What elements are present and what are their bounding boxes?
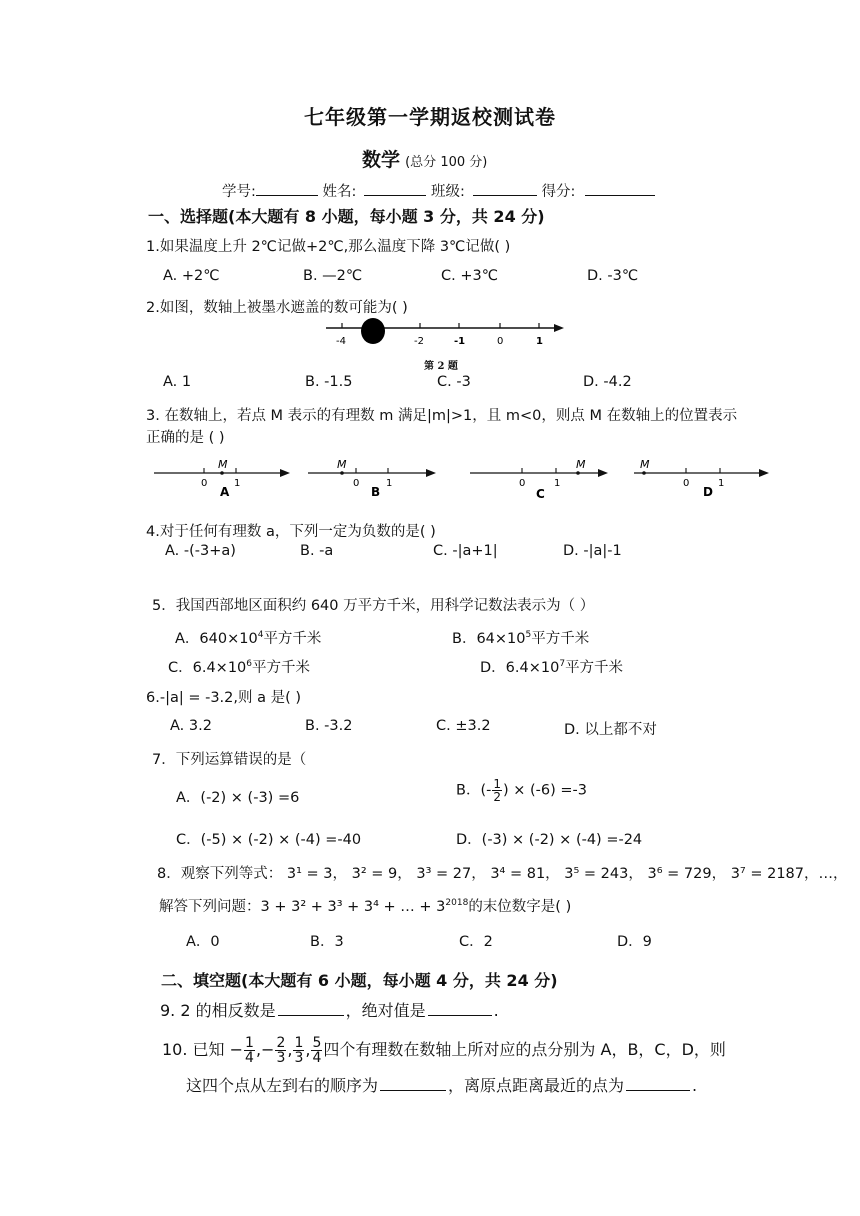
q10-closest-label: ，离原点距离最近的点为 — [448, 1076, 625, 1095]
q3-one: 1 — [718, 478, 725, 489]
q4-option-c[interactable]: C. -|a+1| — [433, 543, 498, 559]
q2-caption: 第 2 题 — [424, 361, 458, 372]
subject-title: 数学 — [362, 149, 401, 171]
q5-option-c[interactable] — [168, 656, 310, 677]
page-title: 七年级第一学期返校测试卷 — [304, 105, 556, 129]
q3-option-d-figure[interactable] — [630, 456, 775, 500]
score-note: (总分 100 分) — [405, 155, 488, 170]
q9-line — [160, 998, 499, 1021]
q8-eq: 3⁷ = 2187，…， — [730, 866, 848, 882]
q4-option-b[interactable]: B. -a — [300, 543, 334, 559]
q8-question: 的末位数字是( ) — [468, 899, 572, 915]
q2-stem: 2.如图，数轴上被墨水遮盖的数可能为( ) — [146, 300, 408, 316]
q8-eq: 3⁵ = 243， — [564, 866, 643, 882]
q3-option-a-figure[interactable] — [150, 456, 295, 500]
q10-f2-num: 2 — [276, 1035, 286, 1051]
q9-text-mid: ，绝对值是 — [345, 1001, 426, 1020]
q5-a-exp: 4 — [257, 630, 264, 640]
q3-one: 1 — [386, 478, 393, 489]
q8-sum: 解答下列问题：3 + 3² + 3³ + 3⁴ + … + 3 — [159, 899, 446, 915]
q6-option-b[interactable]: B. -3.2 — [305, 718, 353, 734]
q3-option-letter: A — [220, 485, 230, 499]
q5-c-unit: 平方千米 — [252, 660, 311, 676]
q5-d-unit: 平方千米 — [565, 660, 624, 676]
subject-line — [362, 145, 487, 172]
q8-line1 — [157, 862, 848, 883]
q5-d-exp: 7 — [559, 659, 566, 669]
q2-option-d[interactable]: D. -4.2 — [583, 374, 632, 390]
q3-zero: 0 — [519, 478, 526, 489]
q10-fraction-2 — [275, 1036, 286, 1065]
name-field[interactable] — [364, 181, 426, 196]
q3-stem-line1: 3. 在数轴上，若点 M 表示的有理数 m 满足|m|>1，且 m<0，则点 M 在数轴上的位置表示 — [146, 408, 738, 424]
q2-option-b[interactable]: B. -1.5 — [305, 374, 353, 390]
q5-b-base: B．64×10 — [452, 631, 526, 647]
q8-eq: 3² = 9， — [351, 866, 412, 882]
q2-option-c[interactable]: C. -3 — [437, 374, 471, 390]
score-label: 得分: — [541, 184, 576, 200]
q8-option-a[interactable]: A．0 — [186, 934, 220, 950]
q3-zero: 0 — [683, 478, 690, 489]
q7-option-a[interactable]: A．(-2) × (-3) =6 — [176, 790, 300, 806]
q3-one: 1 — [554, 478, 561, 489]
q8-option-d[interactable]: D．9 — [617, 934, 652, 950]
q3-stem-line2: 正确的是 ( ) — [146, 430, 225, 446]
q3-point-m: M — [640, 458, 650, 471]
q3-zero: 0 — [201, 478, 208, 489]
q9-blank-abs[interactable] — [428, 1001, 492, 1016]
q3-point-m: M — [576, 458, 586, 471]
q10-f1-num: 1 — [245, 1035, 254, 1051]
q5-a-base: A．640×10 — [175, 631, 258, 647]
q10-order-label: 这四个点从左到右的顺序为 — [186, 1076, 379, 1095]
q1-option-d[interactable]: D. -3℃ — [587, 268, 639, 284]
q5-option-a[interactable] — [175, 627, 321, 648]
q10-fraction-1 — [244, 1036, 255, 1065]
q5-c-exp: 6 — [246, 659, 253, 669]
q8-eq: 3³ = 27， — [416, 866, 486, 882]
id-label: 学号: — [222, 184, 256, 200]
q3-point-m: M — [337, 458, 347, 471]
q5-d-base: D．6.4×10 — [480, 660, 560, 676]
q5-option-d[interactable] — [480, 656, 623, 677]
q6-option-c[interactable]: C. ±3.2 — [436, 718, 491, 734]
section-fill-heading: 二、填空题(本大题有 6 小题，每小题 4 分，共 24 分) — [161, 971, 558, 990]
q3-option-letter: B — [371, 485, 381, 499]
q6-option-d[interactable]: D. 以上都不对 — [564, 722, 657, 738]
q10-line2 — [186, 1073, 697, 1096]
q7-option-b[interactable] — [456, 778, 587, 803]
q9-text-pre: 9. 2 的相反数是 — [160, 1001, 276, 1020]
q10-f1-den: 4 — [245, 1050, 254, 1066]
q1-option-c[interactable]: C. +3℃ — [441, 268, 499, 284]
q2-tick-label: 1 — [536, 336, 543, 347]
q7-b-pre: B．(- — [456, 782, 492, 799]
q5-b-unit: 平方千米 — [531, 631, 590, 647]
q2-number-line — [320, 314, 570, 352]
section-choice-heading: 一、选择题(本大题有 8 小题，每小题 3 分，共 24 分) — [148, 207, 545, 226]
q3-point-m: M — [218, 458, 228, 471]
q4-option-a[interactable]: A. -(-3+a) — [165, 543, 236, 559]
q10-f4-den: 4 — [312, 1050, 322, 1066]
q8-eq: 3¹ = 3， — [286, 866, 347, 882]
q3-option-letter: D — [703, 485, 713, 499]
q5-c-base: C．6.4×10 — [168, 660, 247, 676]
q8-option-c[interactable]: C．2 — [459, 934, 493, 950]
q8-eq: 3⁴ = 81， — [490, 866, 560, 882]
q8-sum-exp: 2018 — [445, 898, 469, 908]
class-field[interactable] — [473, 181, 537, 196]
q5-a-unit: 平方千米 — [263, 631, 322, 647]
q9-blank-opposite[interactable] — [278, 1001, 344, 1016]
q10-blank-closest[interactable] — [626, 1076, 690, 1091]
q3-one: 1 — [234, 478, 241, 489]
q10-line1: 10. 已知 − $\frac{1}{4}$ ,− $\frac{2}{3}$ , $\frac{1}{3}$ , $\frac{5}{4}$ 四个有理数在数轴上所对应的点分别为 A，B，C，D，则 — [162, 1035, 726, 1066]
q10-text-pre: 10. 已知 − — [162, 1040, 244, 1059]
class-label: 班级: — [431, 184, 465, 200]
q5-stem: 5．我国西部地区面积约 640 万平方千米，用科学记数法表示为（ ） — [152, 598, 595, 614]
q1-option-a[interactable]: A. +2℃ — [163, 268, 220, 284]
q10-f3-num: 1 — [294, 1035, 304, 1051]
id-field[interactable] — [256, 181, 318, 196]
ink-blot-icon — [361, 318, 385, 344]
q3-option-b-figure[interactable] — [304, 456, 449, 500]
q3-option-c-figure[interactable] — [466, 456, 616, 500]
q2-tick-label: -2 — [414, 336, 424, 347]
q8-eq: 3⁶ = 729， — [647, 866, 727, 882]
q7-option-d[interactable]: D．(-3) × (-2) × (-4) =-24 — [456, 832, 643, 848]
name-label: 姓名: — [322, 184, 357, 200]
q8-stem: 8．观察下列等式： — [157, 866, 283, 882]
student-info — [222, 180, 655, 201]
q10-f4-num: 5 — [312, 1035, 322, 1051]
q7-stem: 7．下列运算错误的是（ — [152, 752, 307, 768]
q6-stem: 6.-|a| = -3.2,则 a 是( ) — [146, 690, 302, 706]
q2-tick-label: 0 — [497, 336, 504, 347]
q4-stem: 4.对于任何有理数 a，下列一定为负数的是( ) — [146, 524, 436, 540]
q2-option-a[interactable]: A. 1 — [163, 374, 192, 390]
q10-fraction-4 — [311, 1036, 322, 1065]
q2-tick-label: -4 — [336, 336, 346, 347]
q8-line2 — [159, 895, 571, 916]
q1-option-b[interactable]: B. —2℃ — [303, 268, 363, 284]
q10-fraction-3 — [293, 1036, 304, 1065]
q3-option-letter: C — [536, 487, 545, 500]
score-field[interactable] — [585, 181, 655, 196]
q10-f2-den: 3 — [276, 1050, 286, 1066]
q8-option-b[interactable]: B．3 — [310, 934, 344, 950]
q2-tick-label: -1 — [454, 336, 466, 347]
q9-text-end: . — [493, 1001, 499, 1020]
q4-option-d[interactable]: D. -|a|-1 — [563, 543, 622, 559]
q5-option-b[interactable] — [452, 627, 589, 648]
q5-b-exp: 5 — [525, 630, 532, 640]
q7-option-c[interactable]: C．(-5) × (-2) × (-4) =-40 — [176, 832, 362, 848]
q7-b-num: 1 — [493, 777, 501, 791]
q3-zero: 0 — [353, 478, 360, 489]
q7-b-den: 2 — [493, 790, 501, 804]
q7-b-post: ) × (-6) =-3 — [502, 782, 587, 799]
q10-text-end: . — [692, 1076, 698, 1095]
q6-option-a[interactable]: A. 3.2 — [170, 718, 212, 734]
q10-blank-order[interactable] — [380, 1076, 446, 1091]
q10-text-after: 四个有理数在数轴上所对应的点分别为 A，B，C，D，则 — [323, 1040, 726, 1059]
q7-b-fraction — [492, 778, 502, 803]
q1-stem: 1.如果温度上升 2℃记做+2℃,那么温度下降 3℃记做( ) — [146, 239, 511, 255]
q10-f3-den: 3 — [294, 1050, 304, 1066]
